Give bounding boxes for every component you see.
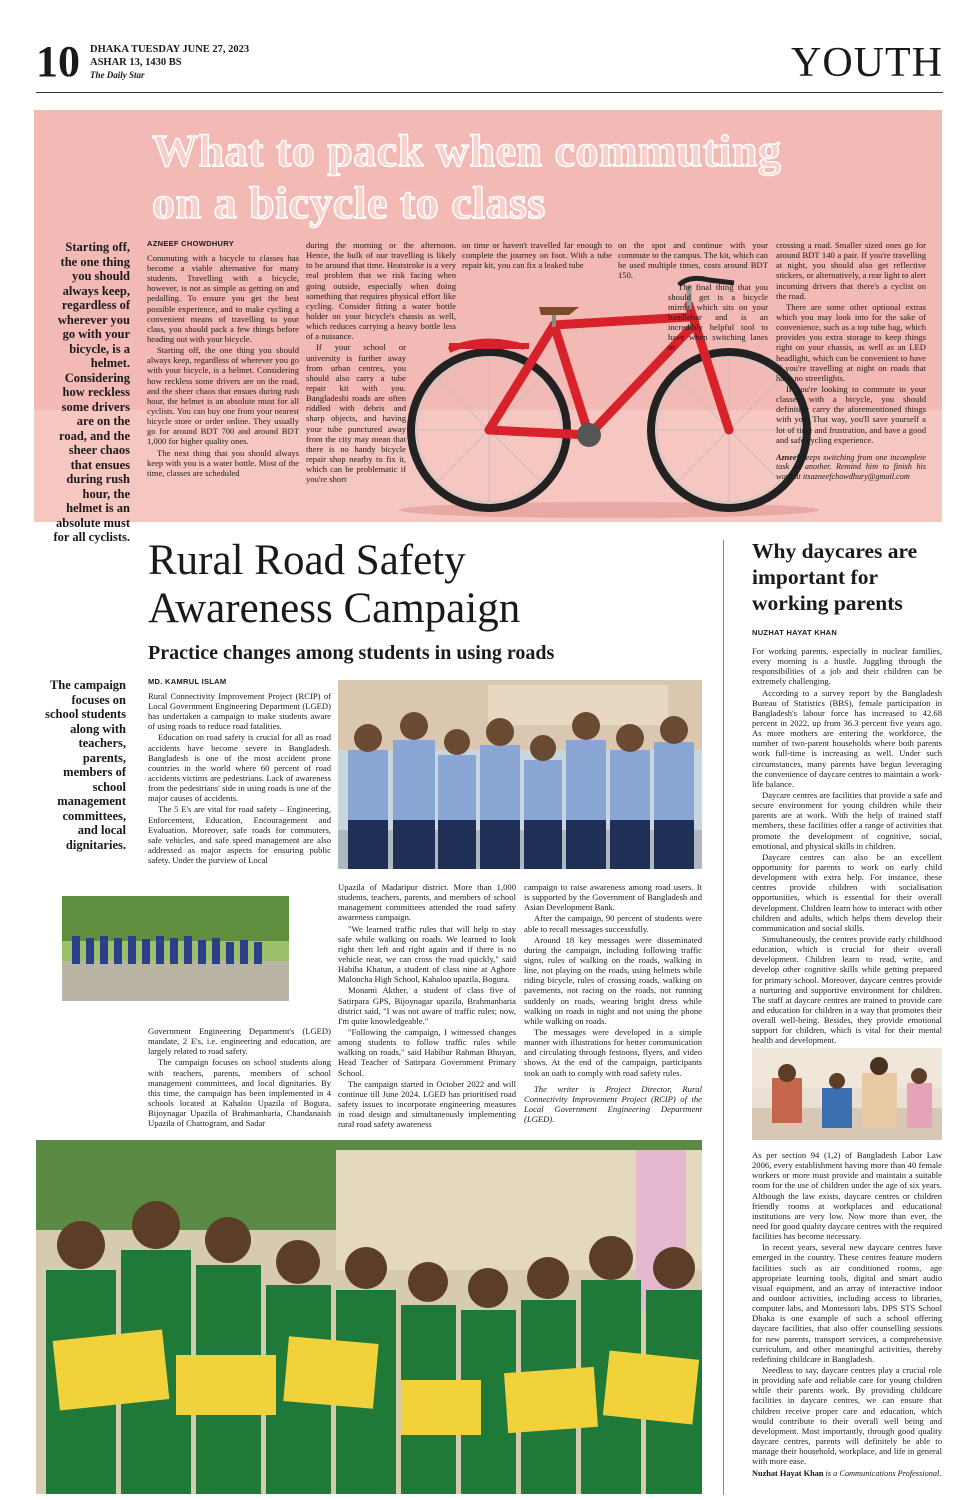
paragraph: If you're looking to commute to your classes with a bicycle, you should definitely carry the aforementioned things with you. That way, you'll save yourself a lot of time and frustration, and have a good and safe cycling experience.: [776, 383, 926, 445]
paragraph: The 5 E's are vital for road safety – Engineering, Enforcement, Education, Encouragement and Evaluation. Moreover, safe roads for commuters, safe vehicles, and safe speed management are also addressed as major aspects for ensuring public safety. Under the purview of Local: [148, 804, 331, 866]
author-note: [776, 453, 926, 482]
paragraph: The next thing that you should always keep with you is a water bottle. Most of the time, classes are scheduled: [147, 447, 299, 478]
paragraph: Government Engineering Department's (LGED) mandate, 2 E's, i.e. engineering and education, are largely related to road safety.: [148, 1026, 331, 1057]
paragraph: Starting off, the one thing you should always keep, regardless of wherever you go with your bicycle, is a helmet. Considering how reckless some drivers are on the road, and the sheer chaos that ensues during rush hour, the helmet is an absolute must for all cyclists. You can buy one from your nearest bicycle store or order online. They usually go for around BDT 700 and around BDT 1,000 for higher quality ones.: [147, 345, 299, 447]
bicycle-col-2: [306, 240, 456, 485]
paragraph: "We learned traffic rules that will help to stay safe while walking on roads. We learned to look right then left and right again and if there is no vehicle near, we can cross the road quickly," said Habiba Khatun, a student of class nine at Aghore Malonchа High School, Kahaloo upazila, Bogura.: [338, 923, 516, 985]
daycare-col-top: [752, 646, 942, 1068]
paragraph: Rural Connectivity Improvement Project (RCIP) of Local Government Engineering Department (LGED) has undertaken a campaign to make students aware of using roads to reduce road fatalities.: [148, 690, 331, 732]
daycare-author-name: Nuzhat Hayat Khan: [752, 1469, 824, 1479]
paragraph: In recent years, several new daycare centres have emerged in the country. These centres feature modern facilities such as air conditioned rooms, age appropriate learning tools, digital and smart audio visual equipment, and an array of interactive indoor and outdoor activities, including access to libraries, computer labs, and Montessori labs. DPS STS School Dhaka is one example of such a school offering daycare facilities, that also offer counselling sessions for new parents, transport services, a comprehensive curriculum, and other meaningful activities, thereby redefining childcare in Bangladesh.: [752, 1242, 942, 1364]
road-byline: MD. KAMRUL ISLAM: [148, 677, 227, 686]
daycare-photo: [752, 1048, 942, 1140]
saddle: [539, 307, 579, 315]
date-line: DHAKA TUESDAY JUNE 27, 2023: [90, 44, 250, 55]
students-blue-photo: [338, 680, 702, 869]
daycare-headline-line3: working parents: [752, 591, 903, 616]
road-col-1: [148, 678, 331, 866]
daycare-headline: [752, 538, 947, 617]
paragraph: Daycare centres can also be an excellent opportunity for parents to work on early child development with extra help. For instance, these centres provide children with socialisation opportunities, which is essential for their overall development. Children learn how to interact with other children and adults, which helps them develop their communication and social skills.: [752, 851, 942, 933]
bicycle-col-5: [776, 240, 926, 482]
road-col-3: [524, 882, 702, 1125]
writer-note: The writer is Project Director, Rural Connectivity Improvement Project (RCIP) of the Local Government Engineering Department (LGED).: [524, 1083, 702, 1125]
students-green-photo: [36, 1140, 702, 1494]
daycare-author-text: is a Communications Professional.: [825, 1469, 942, 1479]
column-divider: [723, 540, 724, 1495]
road-headline-line2: Awareness Campaign: [148, 585, 521, 632]
masthead-rule: [36, 92, 943, 93]
paragraph: on the spot and continue with your commute to the campus. The kit, which can be used multiple times, costs around BDT 150.: [618, 240, 768, 281]
road-pullquote: The campaign focuses on school students along with teachers, parents, members of school management committees, and local dignitaries.: [45, 678, 126, 852]
paragraph: Around 18 key messages were disseminated during the campaign, including following traffic signs, rules of walking on the roads, walking in line, not playing on the roads, using helmets while riding bicycle, rules of crossing roads, walking on pavements, not racing on the roads, not running suddenly on roads, wearing bright dress while walking on roads in night and not using the phone while walking on roads.: [524, 934, 702, 1026]
section-title: YOUTH: [791, 40, 943, 86]
paragraph: during the morning or the afternoon. Hence, the bulk of our travelling is likely to be around that time. Heatstroke is a very real problem that we risk facing when going outside, especially when doing something that requires physical effort like cycling. Consider fitting a water bottle holder on your bicycle's chassis as well, which reduces carrying a heavy bottle less of a nuisance.: [306, 240, 456, 342]
paragraph: There are some other optional extras which you may look into for the sake of convenience, such as a top tube bag, which provides you extra storage to keep things right on your chassis, as well as an LED headlight, which can be convenient to have if you're travelling at night on roads that have no streetlights.: [776, 301, 926, 383]
headline-line2: on a bicycle to class: [152, 177, 546, 228]
paragraph: Monami Akther, a student of class five of Satirpara GPS, Bijoynagar upazila, Brahmanbaria district said, "I was not aware of traffic rules; now, I'm quite knowledgeable.": [338, 985, 516, 1026]
paragraph: "Following the campaign, I witnessed changes among students to follow traffic rules while walking on roads," said Habibur Rahman Bhuyan, Head Teacher of Satirpara Government Primary School.: [338, 1026, 516, 1078]
daycare-byline: NUZHAT HAYAT KHAN: [752, 628, 838, 637]
paragraph: As per section 94 (1,2) of Bangladesh Labor Law 2006, every establishment having more than 40 female workers or more must provide and maintain a suitable room for the use of children under the age of six years. Although the law exists, daycare centres or children friendly rooms at workplaces and educational institutions are very low. Now more than ever, the need for good quality daycare centres with the required facilities has become necessary.: [752, 1150, 942, 1242]
author-note-name: Azneef: [776, 452, 800, 462]
paragraph: The final thing that you should get is a bicycle mirror, which sits on your handlebar and is an incredibly helpful tool to have when switching lanes or: [668, 281, 768, 353]
page-number: 10: [36, 37, 80, 86]
paragraph: If your school or university is further away from urban centres, you should also carry a tube repair kit with you. Bangladeshi roads are often riddled with debris and sharp objects, and having your tube punctured away from the city may mean that there is no handy bicycle repair shop nearby to fix it, which can be problematic if you're short: [306, 342, 406, 485]
paragraph: crossing a road. Smaller sized ones go for around BDT 140 a pair. If you're travelling at night, you should also get reflective stickers, or alternatively, a rear light to alert incoming drivers that there's a cyclist on the road.: [776, 240, 927, 301]
students-march-photo: [62, 896, 289, 1001]
daycare-headline-line1: Why daycares are: [752, 539, 918, 563]
paragraph: The campaign focuses on school students along with teachers, parents, members of school management committees, and local dignitaries. By this time, the campaign has been implemented in 4 schools located at Kahaloo Upazila of Bogura, Bijoynagar Upazila of Brahmanbaria, Chandanaish Upazila of Chattogram, and Sadar: [148, 1057, 331, 1129]
paragraph: Simultaneously, the centres provide early childhood education, which is crucial for their overall development. Children learn to read, write, and develop other cognitive skills while getting prepared for primary school. Moreover, daycare centres provide a nurturing and supportive environment for children. The staff at daycare centres are trained to provide care and education for children in a way that promotes their overall well-being. Besides, they provide emotional support for children, which is vital for their mental health and development.: [752, 933, 942, 1046]
chainring: [577, 423, 601, 447]
paragraph: The campaign started in October 2022 and will continue till June 2024. LGED has prioritised road safety issues to incorporate engineering measures in road design and simultaneously implementing rural road safety awareness: [338, 1078, 516, 1130]
road-col-1b: [148, 1026, 331, 1129]
road-subhead: Practice changes among students in using roads: [148, 642, 555, 664]
daycare-col-bottom: [752, 1150, 942, 1479]
daycare-author-note: [752, 1469, 942, 1479]
paragraph: Education on road safety is crucial for all as road accidents have become severe in Bangladesh. Bangladesh is one of the most accident prone countries in the world where 60 percent of road accidents victims are pedestrians. Lack of awareness from the pedestrians' side in using roads is one of the major causes of accidents.: [148, 732, 331, 804]
bicycle-col-4: [618, 240, 768, 354]
road-headline-line1: Rural Road Safety: [148, 537, 466, 584]
paragraph: on time or haven't travelled far enough to complete the journey on foot. With a tube repair kit, you can fix a leaked tube: [462, 240, 612, 271]
bicycle-pullquote: Starting off, the one thing you should always keep, regardless of wherever you go with your bicycle, is a helmet. Considering how reckless some drivers are on the road, and the sheer chaos that ensues during rush hour, the helmet is an absolute must for all cyclists.: [53, 240, 130, 544]
paragraph: According to a survey report by the Bangladesh Bureau of Statistics (BBS), female participation in Bangladesh's labour force has increased to 42.68 percent in 2022, up from 36.3 percent five years ago. As more mothers are entering the workforce, the number of two-parent households where both parents work full-time is increasing as well. Under such circumstances, many parents have begun leveraging the convenience of daycare centres to maintain a work-life balance.: [752, 687, 942, 789]
paragraph: Commuting with a bicycle to classes has become a viable alternative for many students. Travelling with a bicycle, however, is not as simple as getting on and pedalling. To ensure you get the best possible experience, and to make cycling a convenient means of travelling to your class, you should pack a few things before heading out with your bicycle.: [147, 252, 299, 344]
daycare-headline-line2: important for: [752, 565, 878, 590]
paper-name: The Daily Star: [90, 70, 145, 80]
bicycle-col-3: [462, 240, 612, 271]
author-note-text: keeps switching from one incomplete task to another. Remind him to finish his work at itsazneefchowdhury@gmail.com: [776, 452, 927, 482]
rear-rack: [449, 343, 529, 349]
bicycle-banner: [34, 110, 942, 544]
paragraph: campaign to raise awareness among road users. It is supported by the Government of Bangladesh and Asian Development Bank.: [524, 882, 702, 913]
bicycle-byline: AZNEEF CHOWDHURY: [147, 239, 235, 248]
headline-line1: What to pack when commuting: [152, 125, 782, 176]
paragraph: After the campaign, 90 percent of students were able to recall messages successfully.: [524, 913, 702, 934]
paragraph: Daycare centres are facilities that provide a safe and secure environment for young children while their parents are at work. With the help of trained staff members, these facilities offer a range of activities that promote the development of cognitive, social, emotional, and physical skills in children.: [752, 789, 942, 851]
paragraph: Upazila of Madaripur district. More than 1,000 students, teachers, parents, and members of school management committees attended the road safety awareness campaign.: [338, 882, 516, 923]
masthead: [36, 37, 943, 86]
road-col-2: [338, 882, 516, 1130]
paragraph: Needless to say, daycare centres play a crucial role in providing safe and reliable care for young children while their parents work. By providing childcare facilities in daycare centres, we can ensure that children receive proper care and education, which would contribute to their overall well being and development. Most importantly, through good quality daycare centres, parents will definitely be able to manage their household, workplace, and life in general with more ease.: [752, 1364, 942, 1467]
bangla-date: ASHAR 13, 1430 BS: [90, 57, 182, 68]
bicycle-col-1: [147, 240, 299, 479]
paragraph: The messages were developed in a simple manner with illustrations for better communication and circulating through festoons, flyers, and video shows. At the end of the campaign, participants took an oath to comply with road safety rules.: [524, 1026, 702, 1078]
paragraph: For working parents, especially in nuclear families, every morning is a hustle. Juggling through the responsibilities of a job and their children can be extremely challenging.: [752, 646, 942, 687]
